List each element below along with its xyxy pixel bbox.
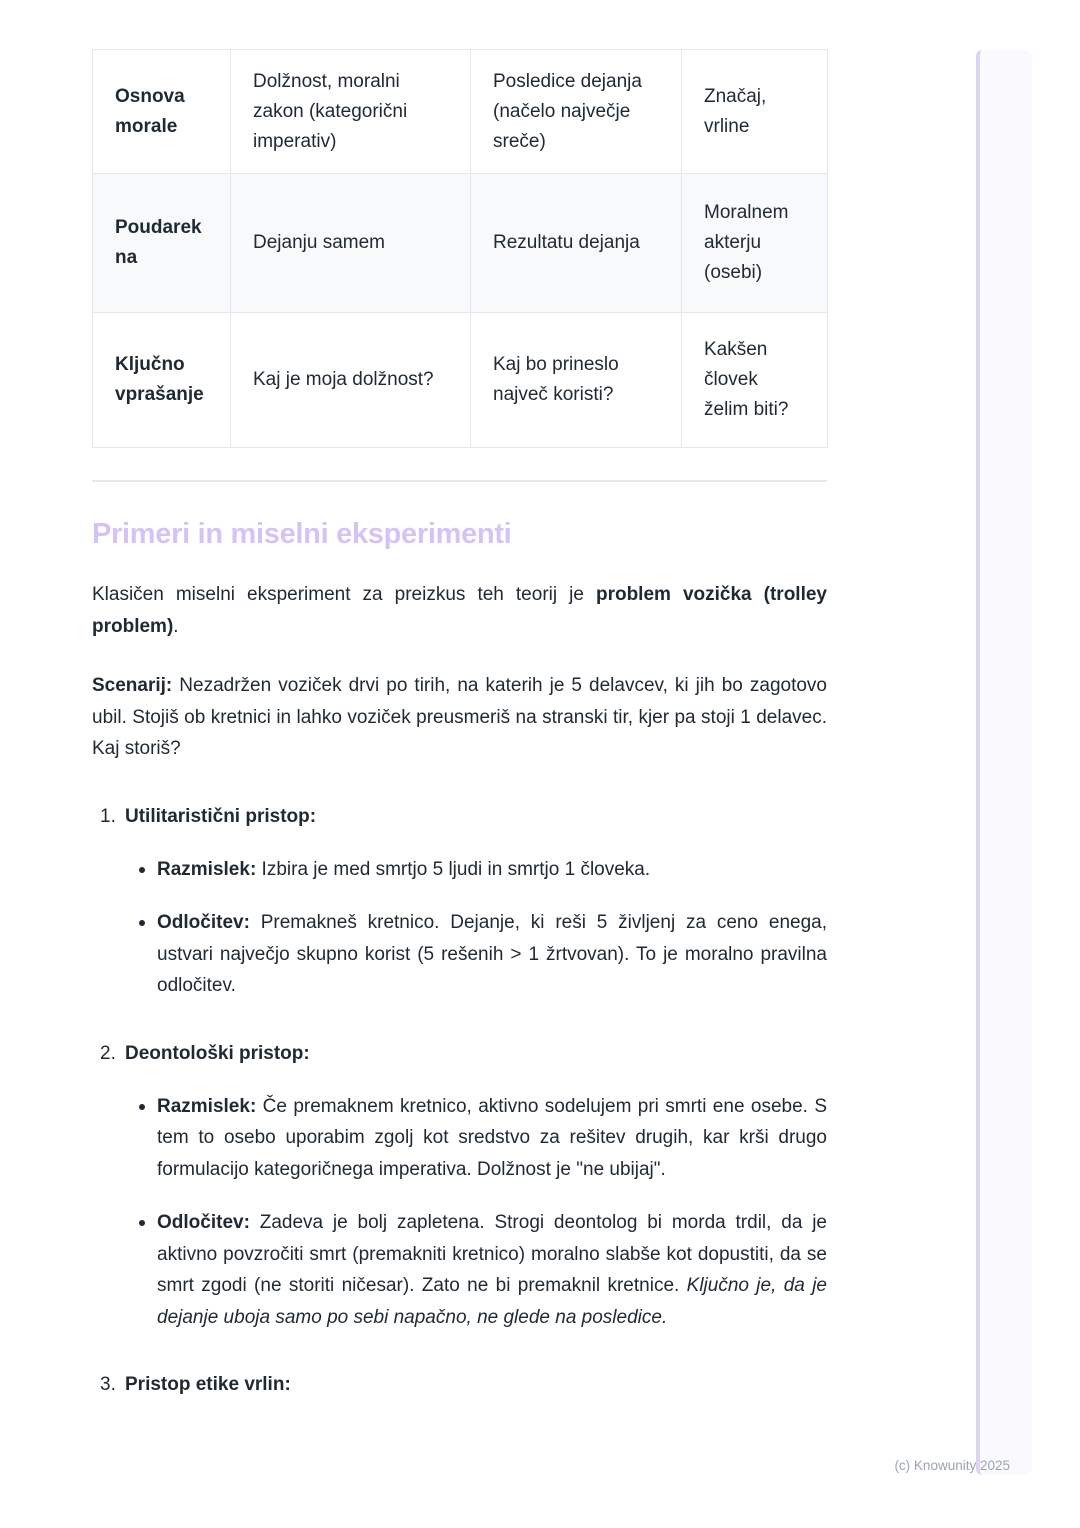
table-cell: Posledice dejanja (načelo največje sreče) xyxy=(471,50,682,174)
bullet-item xyxy=(92,1091,827,1186)
table-row xyxy=(93,174,828,313)
list-item-number: 2. xyxy=(100,1042,116,1064)
section-divider xyxy=(92,480,827,482)
document-page xyxy=(92,49,827,1400)
bullet-text: Odločitev: Premakneš kretnico. Dejanje, ki reši 5 življenj za ceno enega, ustvari največjo skupno korist (5 rešenih > 1 žrtvovan). To je moralno pravilna odločitev. xyxy=(157,912,827,996)
paragraph-intro: Klasičen miselni eksperiment za preizkus teh teorij je problem vozička (trolley problem). xyxy=(92,584,828,637)
list-item-utilitarian xyxy=(92,801,827,832)
table-cell: Moralnem akterju (osebi) xyxy=(682,174,828,313)
table-row xyxy=(93,50,828,174)
bullet-item xyxy=(92,1207,827,1333)
bullet-text: Razmislek: Če premaknem kretnico, aktivno sodelujem pri smrti ene osebe. S tem to osebo uporabim zgolj kot sredstvo za rešitev drugih, kar krši drugo formulacijo kategoričnega imperativa. Dolžnost je "ne ubijaj". xyxy=(157,1095,827,1180)
bullet-text: Odločitev: Zadeva je bolj zapletena. Strogi deontolog bi morda trdil, da je aktivno povzročiti smrt (premakniti kretnico) moralno slabše kot dopustiti, da se smrt zgodi (ne storiti ničesar). Zato ne bi premaknil kretnice. Ključno je, da je dejanje uboja samo po sebi napačno, ne glede na posledice. xyxy=(157,1212,827,1328)
list-item-title: Utilitaristični pristop: xyxy=(125,805,317,827)
bullet-dot xyxy=(139,867,145,873)
list-item-title: Pristop etike vrlin: xyxy=(125,1374,291,1395)
paragraph-scenario: Scenarij: Nezadržen voziček drvi po tirih, na katerih je 5 delavcev, ki jih bo zagotovo ubil. Stojiš ob kretnici in lahko voziček preusmeriš na stranski tir, kjer pa stoji 1 delavec. Kaj storiš? xyxy=(92,675,827,759)
list-item-deontological xyxy=(92,1038,827,1069)
row-header-cell: Ključno vprašanje xyxy=(93,313,231,448)
table-cell: Rezultatu dejanja xyxy=(471,174,682,313)
table-cell: Dolžnost, moralni zakon (kategorični imperativ) xyxy=(231,50,471,174)
table-cell: Dejanju samem xyxy=(231,174,471,313)
table-cell: Kakšen človek želim biti? xyxy=(682,313,828,448)
bullet-dot xyxy=(139,920,145,926)
bullet-item xyxy=(92,907,827,1002)
list-item-number: 1. xyxy=(100,805,116,827)
bullet-item xyxy=(92,854,827,886)
section-heading: Primeri in miselni eksperimenti xyxy=(92,518,512,550)
table-cell: Kaj bo prineslo največ koristi? xyxy=(471,313,682,448)
approaches-list xyxy=(92,801,827,1401)
list-item-virtue xyxy=(92,1369,827,1400)
table-cell: Značaj, vrline xyxy=(682,50,828,174)
table-cell: Kaj je moja dolžnost? xyxy=(231,313,471,448)
list-item-title: Deontološki pristop: xyxy=(125,1042,310,1064)
copyright-footer: (c) Knowunity 2025 xyxy=(894,1458,1010,1473)
row-header-cell: Poudarek na xyxy=(93,174,231,313)
bullet-text: Razmislek: Izbira je med smrtjo 5 ljudi in smrtjo 1 človeka. xyxy=(157,858,651,880)
list-item-number: 3. xyxy=(100,1374,116,1395)
next-page-peek xyxy=(976,50,1032,1475)
ethics-comparison-table xyxy=(92,49,828,448)
table-row xyxy=(93,313,828,448)
row-header-cell: Osnova morale xyxy=(93,50,231,174)
bullet-dot xyxy=(139,1220,145,1226)
bullet-dot xyxy=(139,1104,145,1110)
